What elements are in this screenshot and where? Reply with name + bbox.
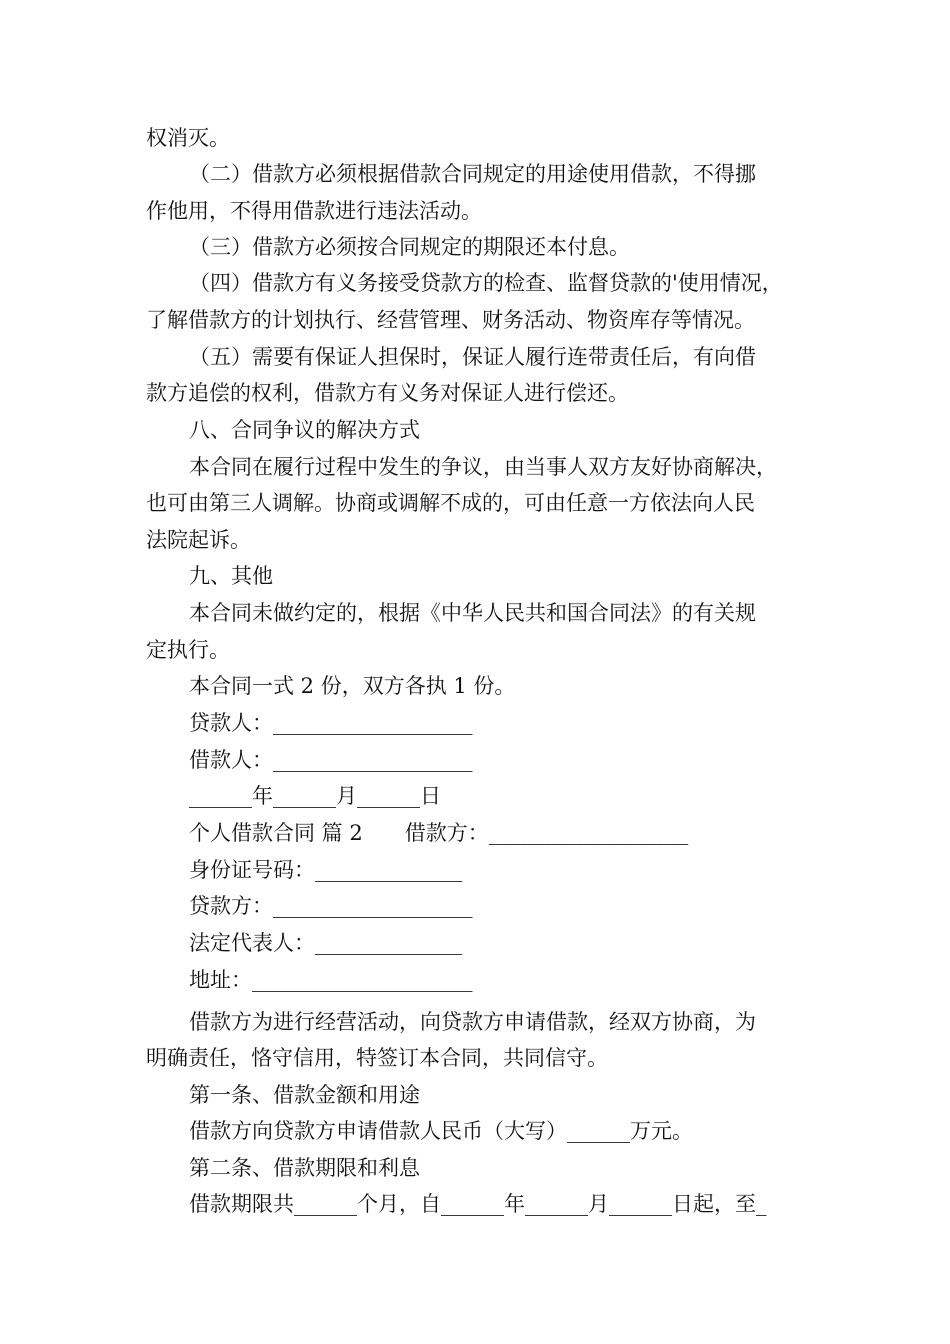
text-line: 了解借款方的计划执行、经营管理、财务活动、物资库存等情况。 bbox=[146, 308, 755, 332]
borrower-signature-field: 借款人：___________________ bbox=[189, 748, 473, 772]
section-heading: 九、其他 bbox=[189, 564, 273, 588]
text-line: 法院起诉。 bbox=[146, 528, 251, 552]
article-heading: 第二条、借款期限和利息 bbox=[189, 1156, 420, 1180]
lender-signature-field: 贷款人：___________________ bbox=[189, 711, 473, 735]
legal-representative-field: 法定代表人：______________ bbox=[189, 931, 462, 955]
text-line: 借款方为进行经营活动，向贷款方申请借款，经双方协商，为 bbox=[189, 1010, 756, 1034]
text-line: 作他用，不得用借款进行违法活动。 bbox=[146, 199, 482, 223]
text-line: 定执行。 bbox=[146, 638, 230, 662]
text-line: 本合同一式 2 份，双方各执 1 份。 bbox=[189, 674, 516, 698]
text-line: （二）借款方必须根据借款合同规定的用途使用借款，不得挪 bbox=[189, 162, 756, 186]
text-line: 借款方向贷款方申请借款人民币（大写）______万元。 bbox=[189, 1119, 693, 1143]
text-line: 本合同在履行过程中发生的争议，由当事人双方友好协商解决， bbox=[189, 455, 777, 479]
id-number-field: 身份证号码：______________ bbox=[189, 858, 462, 882]
article-heading: 第一条、借款金额和用途 bbox=[189, 1083, 420, 1107]
text-line: 款方追偿的权利，借款方有义务对保证人进行偿还。 bbox=[146, 381, 629, 405]
text-line: （四）借款方有义务接受贷款方的检查、监督贷款的'使用情况， bbox=[189, 271, 783, 295]
text-line: （五）需要有保证人担保时，保证人履行连带责任后，有向借 bbox=[189, 345, 756, 369]
date-field: ______年______月______日 bbox=[189, 784, 441, 808]
text-line: 权消灭。 bbox=[146, 126, 230, 150]
text-line: 借款期限共______个月，自______年______月______日起，至_ bbox=[189, 1192, 767, 1216]
text-line: （三）借款方必须按合同规定的期限还本付息。 bbox=[189, 235, 630, 259]
text-line: 明确责任，恪守信用，特签订本合同，共同信守。 bbox=[146, 1046, 608, 1070]
text-line: 也可由第三人调解。协商或调解不成的，可由任意一方依法向人民 bbox=[146, 491, 755, 515]
address-field: 地址：_____________________ bbox=[189, 968, 473, 992]
section-heading: 八、合同争议的解决方式 bbox=[189, 418, 420, 442]
contract-title-line: 个人借款合同 篇 2 借款方：___________________ bbox=[189, 821, 689, 845]
text-line: 本合同未做约定的，根据《中华人民共和国合同法》的有关规 bbox=[189, 601, 756, 625]
lender-field: 贷款方：___________________ bbox=[189, 894, 473, 918]
